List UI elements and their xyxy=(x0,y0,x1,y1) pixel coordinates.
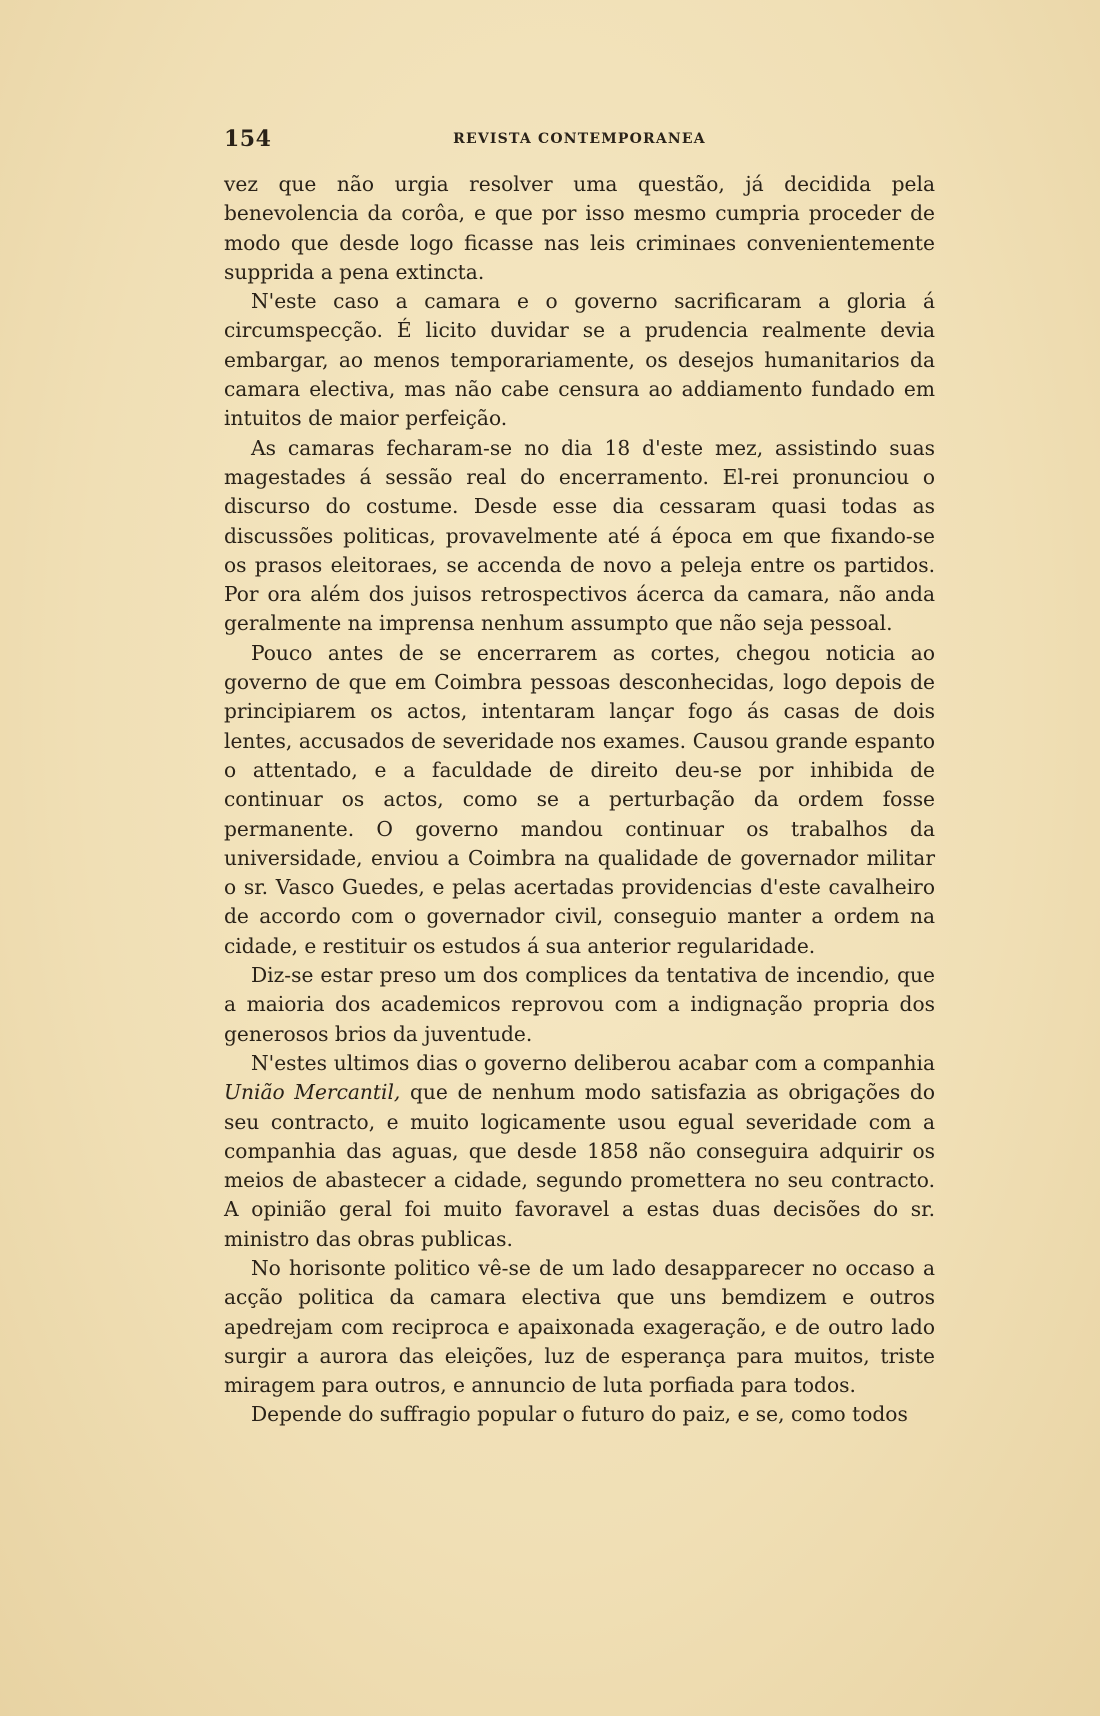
paragraph-1: vez que não urgia resolver uma questão, já decidida pela benevolencia da corôa, e que por isso mesmo cumpria proceder de modo que desde logo ficasse nas leis criminaes convenientemente supprida a pena extincta. xyxy=(224,172,935,284)
paragraph-3: As camaras fecharam-se no dia 18 d'este mez, assistindo suas magestades á sessão real do encerramento. El-rei pronunciou o discurso do costume. Desde esse dia cessaram quasi todas as discussões politicas, provavelmente até á época em que fixando-se os prasos eleitoraes, se accenda de novo a peleja entre os partidos. Por ora além dos juisos retrospectivos ácerca da camara, não anda geralmente na imprensa nenhum assumpto que não seja pessoal. xyxy=(224,435,935,636)
paragraph-5: Diz-se estar preso um dos complices da tentativa de incendio, que a maioria dos academicos reprovou com a indignação propria dos generosos brios da juventude. xyxy=(224,963,935,1046)
running-title: REVISTA CONTEMPORANEA xyxy=(453,131,706,147)
paragraph-6-rest: que de nenhum modo satisfazia as obrigações do seu contracto, e muito logicamente usou egual severidade com a companhia das aguas, que desde 1858 não conseguira adquirir os meios de abastecer a cidade, segundo promettera no seu contracto. A opinião geral foi muito favoravel a estas duas decisões do sr. ministro das obras publicas. xyxy=(224,1080,935,1251)
page-header xyxy=(224,126,935,158)
paragraph-6-lead: N'estes ultimos dias o governo deliberou acabar com a companhia xyxy=(251,1050,935,1075)
paragraph-2: N'este caso a camara e o governo sacrificaram a gloria á circumspecção. É licito duvidar se a prudencia realmente devia embargar, ao menos temporariamente, os desejos humanitarios da camara electiva, mas não cabe censura ao addiamento fundado em intuitos de maior perfeição. xyxy=(224,289,935,431)
company-name-emphasis: União Mercantil, xyxy=(224,1080,401,1105)
paragraph-4: Pouco antes de se encerrarem as cortes, chegou noticia ao governo de que em Coimbra pessoas desconhecidas, logo depois de principiarem os actos, intentaram lançar fogo ás casas de dois lentes, accusados de severidade nos exames. Causou grande espanto o attentado, e a faculdade de direito deu-se por inhibida de continuar os actos, como se a perturbação da ordem fosse permanente. O governo mandou continuar os trabalhos da universidade, enviou a Coimbra na qualidade de governador militar o sr. Vasco Guedes, e pelas acertadas providencias d'este cavalheiro de accordo com o governador civil, conseguio manter a ordem na cidade, e restituir os estudos á sua anterior regularidade. xyxy=(224,640,935,958)
page-body xyxy=(224,170,935,1430)
paragraph-8: Depende do suffragio popular o futuro do paiz, e se, como todos xyxy=(251,1402,908,1427)
page-number: 154 xyxy=(224,126,272,152)
paragraph-7: No horisonte politico vê-se de um lado desapparecer no occaso a acção politica da camara electiva que uns bemdizem e outros apedrejam com reciproca e apaixonada exageração, e de outro lado surgir a aurora das eleições, luz de esperança para muitos, triste miragem para outros, e annuncio de luta porfiada para todos. xyxy=(224,1255,935,1398)
paragraph-6 xyxy=(224,1049,935,1254)
